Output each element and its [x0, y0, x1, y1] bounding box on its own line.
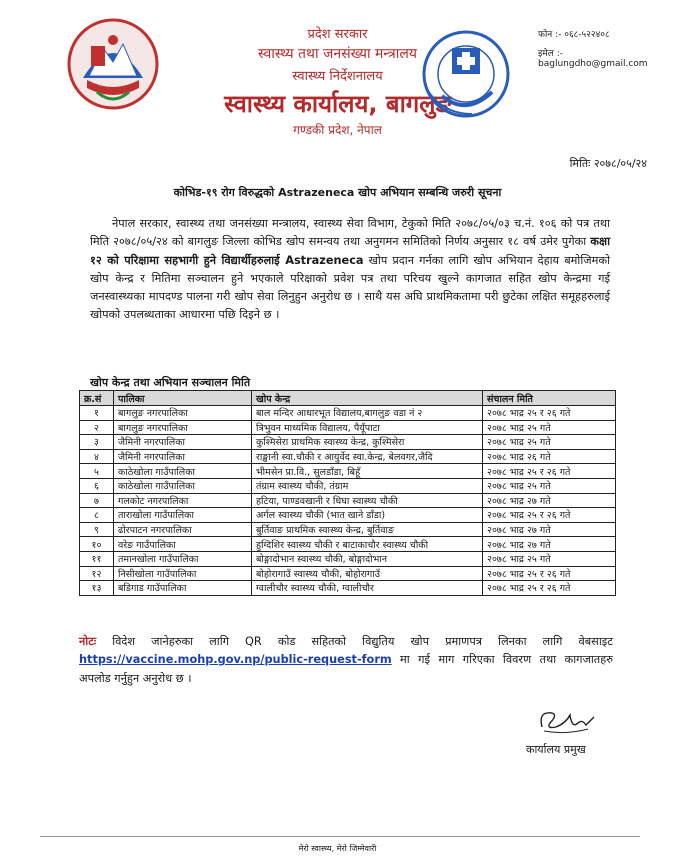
office-name: स्वास्थ्य कार्यालय, बागलुङ: [224, 90, 451, 118]
signature-icon: [536, 705, 596, 737]
table-row: [80, 435, 616, 450]
province-government-label: प्रदेश सरकार: [307, 27, 368, 42]
cell-municipality: ताराखोला गाउँपालिका: [114, 508, 252, 523]
body-highlight: कक्षा १२ को परिक्षामा सहभागी हुने विद्यार्थीहरुलाई Astrazeneca: [90, 235, 610, 267]
cell-date: २०७८ भाद्र २५ गते: [483, 420, 616, 435]
cell-serial: १०: [80, 537, 114, 552]
cell-municipality: निसीखोला गाउँपालिका: [114, 566, 252, 581]
cell-date: २०७८ भाद्र २५ र २६ गते: [483, 406, 616, 421]
table-title: खोप केन्द्र तथा अभियान सञ्चालन मिति: [90, 376, 251, 389]
cell-date: २०७८ भाद्र २५ र २६ गते: [483, 508, 616, 523]
cell-serial: ३: [80, 435, 114, 450]
cell-serial: ८: [80, 508, 114, 523]
note-paragraph: [79, 633, 613, 688]
cell-center: बुर्तिवाङ प्राथमिक स्वास्थ्य केन्द्र, बुर्तिवाङ: [252, 522, 483, 537]
table-row: [80, 566, 616, 581]
footer-slogan: मेरो स्वास्थ्य, मेरो जिम्मेवारी: [298, 844, 377, 853]
table-row: [80, 581, 616, 596]
cell-center: ग्वालीचौर स्वास्थ्य चौकी, ग्वालीचौर: [252, 581, 483, 596]
cell-center: भीमसेन प्रा.वि., सुलडाँडा, बिहूँ: [252, 464, 483, 479]
notice-date: मितिः २०७८/०५/२४: [569, 157, 647, 170]
table-row: [80, 522, 616, 537]
cell-serial: ५: [80, 464, 114, 479]
cell-date: २०७८ भाद्र २५ गते: [483, 551, 616, 566]
cell-municipality: जैमिनी नगरपालिका: [114, 449, 252, 464]
health-directorate-seal: [412, 26, 520, 124]
table-header-row: [80, 391, 616, 406]
cell-serial: ७: [80, 493, 114, 508]
cell-serial: ९: [80, 522, 114, 537]
email-address: इमेल :- baglungdho@gmail.com: [538, 49, 648, 69]
table-row: [80, 420, 616, 435]
cell-date: २०७८ भाद्र २५ र २६ गते: [483, 464, 616, 479]
cell-serial: १३: [80, 581, 114, 596]
table-row: [80, 537, 616, 552]
cell-municipality: तमानखोला गाउँपालिका: [114, 551, 252, 566]
cell-center: हटिया, पाण्डवखानी र धिघा स्वास्थ्य चौकी: [252, 493, 483, 508]
cell-center: हुग्दिशिर स्वास्थ्य चौकी र बाटाकाचौर स्वास्थ्य चौकी: [252, 537, 483, 552]
cell-center: बाल मन्दिर आधारभूत विद्यालय,बागलुङ वडा नं २: [252, 406, 483, 421]
phone-number: फोन :- ०६८-५२२४०८: [538, 30, 610, 40]
ministry-label: स्वास्थ्य तथा जनसंख्या मन्त्रालय: [258, 46, 417, 62]
table-row: [80, 478, 616, 493]
cell-date: २०७८ भाद्र २५ गते: [483, 478, 616, 493]
note-text-1: विदेश जानेहरुका लागि QR कोड सहितको विद्युतिय खोप प्रमाणपत्र लिनका लागि वेबसाइट: [96, 635, 613, 648]
cell-serial: ४: [80, 449, 114, 464]
cell-municipality: ढोरपाटन नगरपालिका: [114, 522, 252, 537]
cell-date: २०७८ भाद्र २७ गते: [483, 493, 616, 508]
cell-municipality: जैमिनी नगरपालिका: [114, 435, 252, 450]
cell-date: २०७८ भाद्र २५ र २६ गते: [483, 581, 616, 596]
cell-municipality: काठेखोला गाउँपालिका: [114, 478, 252, 493]
notice-body: [90, 215, 610, 325]
cell-serial: ६: [80, 478, 114, 493]
cell-center: कुश्मिसेरा प्राथमिक स्वास्थ्य केन्द्र, कुश्मिसेरा: [252, 435, 483, 450]
header-center: खोप केन्द्र: [252, 391, 483, 406]
cell-center: अर्गल स्वास्थ्य चौकी (भात खाने डाँडा): [252, 508, 483, 523]
cell-municipality: वरेङ गाउँपालिका: [114, 537, 252, 552]
header-serial: क्र.सं: [80, 391, 114, 406]
cell-serial: १२: [80, 566, 114, 581]
table-row: [80, 449, 616, 464]
table-row: [80, 464, 616, 479]
cell-municipality: काठेखोला गाउँपालिका: [114, 464, 252, 479]
table-row: [80, 551, 616, 566]
cell-serial: ११: [80, 551, 114, 566]
cell-center: राङ्खानी स्वा.चौकी र आयुर्वेद स्वा.केन्द्र, बेलवगर,जैदि: [252, 449, 483, 464]
cell-date: २०७८ भाद्र २७ गते: [483, 537, 616, 552]
footer-divider: [40, 836, 640, 837]
signature-title: कार्यालय प्रमुख: [526, 743, 586, 756]
cell-center: तंग्राम स्वास्थ्य चौकी, तंग्राम: [252, 478, 483, 493]
cell-municipality: बडिगाड गाउँपालिका: [114, 581, 252, 596]
note-text-2: मा गई माग गरिएका विवरण तथा कागजातहरु अपलोड गर्नुहुन अनुरोध छ ।: [79, 653, 613, 685]
province-address: गण्डकी प्रदेश, नेपाल: [293, 123, 382, 137]
body-text-2: खोप प्रदान गर्नका लागि खोप अभियान देहाय बमोजिमको खोप केन्द्र र मितिमा सञ्चालन हुने भएकाले परिक्षाको प्रवेश पत्र तथा परिचय खुल्ने कागजात सहित खोप केन्द्रमा गई जनस्वास्थ्यका मापदण्ड पालना गरी खोप सेवा लिनुहुन अनुरोध छ । साथै यस अघि प्राथमिकतामा परी छुटेका लक्षित समूहहरुलाई खोपको उपलब्धताका आधारमा पछि दिइने छ ।: [90, 253, 610, 322]
cell-date: २०७८ भाद्र २७ गते: [483, 522, 616, 537]
header-date: संचालन मिति: [483, 391, 616, 406]
cell-municipality: बागलुङ नगरपालिका: [114, 420, 252, 435]
table-row: [80, 406, 616, 421]
note-label: नोटः: [79, 635, 97, 648]
cell-center: बोङ्गादोभान स्वास्थ्य चौकी, बोङ्गादोभान: [252, 551, 483, 566]
cell-date: २०७८ भाद्र २५ र २६ गते: [483, 566, 616, 581]
cell-serial: १: [80, 406, 114, 421]
cell-date: २०७८ भाद्र २६ गते: [483, 449, 616, 464]
table-row: [80, 508, 616, 523]
cell-municipality: गलकोट नगरपालिका: [114, 493, 252, 508]
cell-serial: २: [80, 420, 114, 435]
table-body: [80, 406, 616, 596]
body-text-1: नेपाल सरकार, स्वास्थ्य तथा जनसंख्या मन्त्रालय, स्वास्थ्य सेवा विभाग, टेकुको मिति २०७८/०५/०३ च.नं. १०६ को पत्र तथा मिति २०७८/०५/२४ को बागलुङ जिल्ला कोभिड खोप समन्वय तथा अनुगमन समितिको निर्णय अनुसार १८ वर्ष उमेर पुगेका: [90, 217, 610, 249]
notice-title: कोभिड-१९ रोग विरुद्धको Astrazeneca खोप अभियान सम्बन्धि जरुरी सूचना: [173, 186, 502, 199]
vaccine-request-link[interactable]: https://vaccine.mohp.gov.np/public-request-form: [79, 653, 392, 667]
vaccination-centers-table: [79, 390, 616, 596]
header-municipality: पालिका: [114, 391, 252, 406]
table-row: [80, 493, 616, 508]
cell-date: २०७८ भाद्र २५ गते: [483, 435, 616, 450]
cell-center: बोहोरागाउँ स्वास्थ्य चौकी, बोहोरागाउँ: [252, 566, 483, 581]
cell-center: त्रिभुवन माध्यमिक विद्यालय, पैयूँपाटा: [252, 420, 483, 435]
cell-municipality: बागलुङ नगरपालिका: [114, 406, 252, 421]
directorate-label: स्वास्थ्य निर्देशनालय: [292, 69, 383, 84]
